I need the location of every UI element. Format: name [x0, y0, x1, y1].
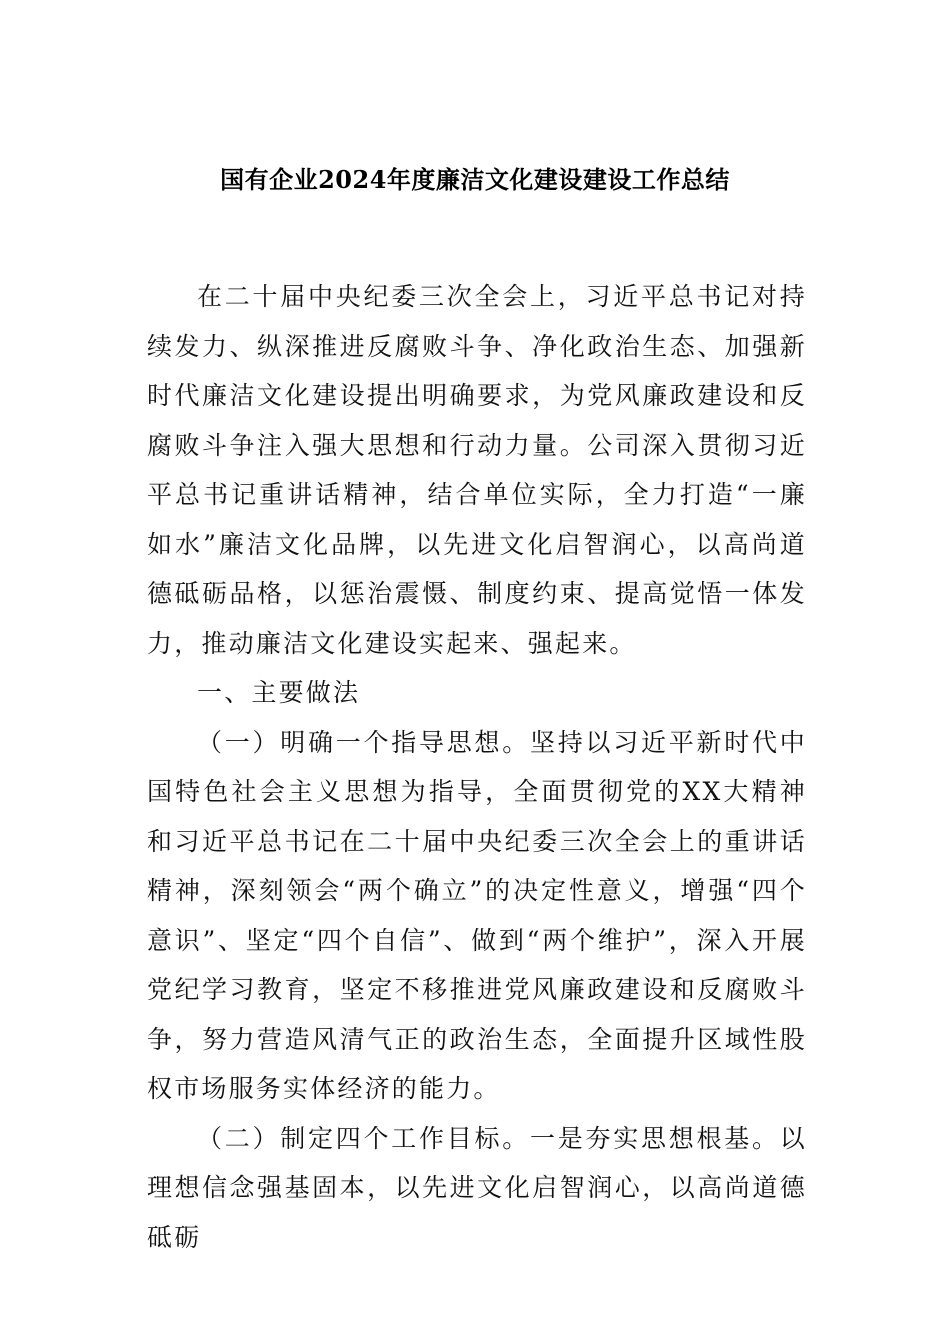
section-heading-main-practices: 一、主要做法	[197, 678, 361, 707]
paragraph-work-goals: （二）制定四个工作目标。一是夯实思想根基。以理想信念强基固本，以先进文化启智润心，以高尚道德砥砺	[147, 1123, 807, 1252]
document-title: 国有企业2024年度廉洁文化建设建设工作总结	[220, 165, 730, 194]
intro-paragraph: 在二十届中央纪委三次全会上，习近平总书记对持续发力、纵深推进反腐败斗争、净化政治生态、加强新时代廉洁文化建设提出明确要求，为党风廉政建设和反腐败斗争注入强大思想和行动力量。公司深入贯彻习近平总书记重讲话精神，结合单位实际，全力打造“一廉如水”廉洁文化品牌，以先进文化启智润心，以高尚道德砥砺品格，以惩治震慑、制度约束、提高觉悟一体发力，推动廉洁文化建设实起来、强起来。	[147, 282, 807, 658]
paragraph-guiding-thought: （一）明确一个指导思想。坚持以习近平新时代中国特色社会主义思想为指导，全面贯彻党的XX大精神和习近平总书记在二十届中央纪委三次全会上的重讲话精神，深刻领会“两个确立”的决定性意义，增强“四个意识”、坚定“四个自信”、做到“两个维护”，深入开展党纪学习教育，坚定不移推进党风廉政建设和反腐败斗争，努力营造风清气正的政治生态，全面提升区域性股权市场服务实体经济的能力。	[147, 727, 807, 1103]
document-body	[147, 272, 807, 1262]
